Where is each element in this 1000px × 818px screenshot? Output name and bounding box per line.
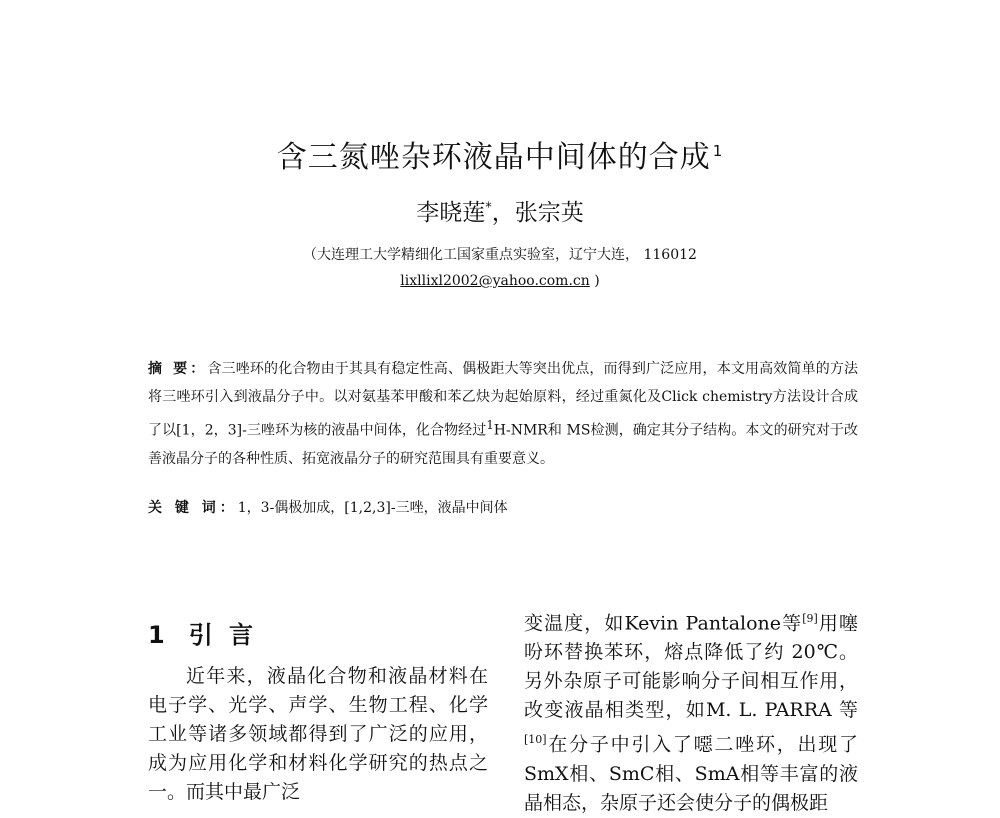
author-email[interactable]: lixllixl2002@yahoo.com.cn bbox=[400, 273, 590, 289]
title-footnote-mark: 1 bbox=[712, 142, 724, 160]
author-line bbox=[0, 194, 1000, 227]
left-column-paragraph: 近年来，液晶化合物和液晶材料在电子学、光学、声学、生物工程、化学工业等诸多领域都得到了广泛的应用，成为应用化学和材料化学研究的热点之一。而其中最广泛 bbox=[148, 665, 488, 803]
affiliation-close: ) bbox=[589, 273, 600, 289]
right-text-part1: 变温度，如Kevin Pantalone等 bbox=[524, 612, 803, 635]
abstract-superscript: 1 bbox=[486, 418, 494, 432]
abstract-text-part1: 含三唑环的化合物由于其具有稳定性高、偶极距大等突出优点，而得到广泛应用，本文用高效简单的方法将三唑环引入到液晶分子中。以对氨基苯甲酸和苯乙炔为起始原料，经过重氮化及Click chemistry方法设计合成了以[1，2，3]-三唑环为核的液晶中间体，化合物经过 bbox=[148, 361, 859, 439]
corresponding-author-mark: * bbox=[485, 200, 492, 216]
keywords-label: 关 键 词： bbox=[148, 500, 238, 516]
keywords bbox=[148, 496, 858, 520]
keywords-text: 1，3-偶极加成，[1,2,3]-三唑，液晶中间体 bbox=[237, 500, 508, 516]
section-number: 1 bbox=[148, 621, 169, 649]
citation-10[interactable]: [10] bbox=[524, 733, 547, 747]
section-title: 引 言 bbox=[188, 621, 258, 649]
right-column-paragraph bbox=[524, 604, 858, 818]
left-column bbox=[148, 615, 488, 807]
abstract bbox=[148, 355, 858, 473]
paper-title bbox=[0, 132, 1000, 176]
author-primary: 李晓莲 bbox=[416, 200, 486, 226]
right-text-part3: 在分子中引入了噁二唑环，出现了SmX相、SmC相、SmA相等丰富的液晶相态，杂原子还会使分子的偶极距 bbox=[524, 733, 858, 814]
citation-9[interactable]: [9] bbox=[802, 612, 818, 625]
author-secondary: ，张宗英 bbox=[491, 200, 584, 226]
abstract-label: 摘 要： bbox=[148, 361, 208, 377]
title-text: 含三氮唑杂环液晶中间体的合成 bbox=[276, 140, 711, 175]
right-text-part2: 用噻吩环替换苯环，熔点降低了约 20℃。另外杂原子可能影响分子间相互作用，改变液晶相类型，如M. L. PARRA 等 bbox=[524, 612, 858, 722]
affiliation: （大连理工大学精细化工国家重点实验室，辽宁大连， 116012 bbox=[303, 247, 697, 263]
abstract-text-part2: H-NMR和 MS检测，确定其分子结构。本文的研究对于改善液晶分子的各种性质、拓宽液晶分子的研究范围具有重要意义。 bbox=[148, 422, 858, 467]
email-line bbox=[0, 273, 1000, 289]
right-column bbox=[524, 604, 858, 818]
section-heading bbox=[148, 615, 488, 650]
